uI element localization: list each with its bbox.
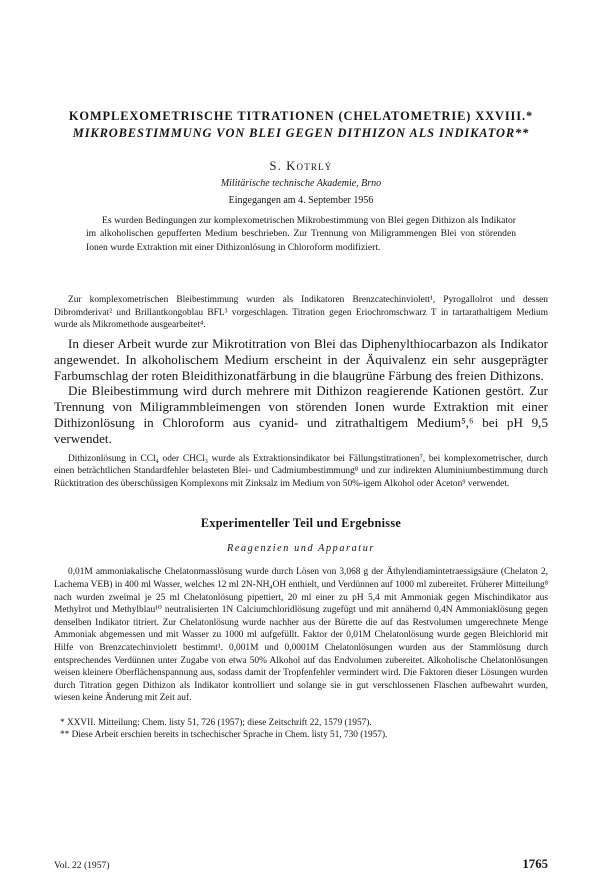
- footnotes: [54, 717, 548, 742]
- article-title-line1: KOMPLEXOMETRISCHE TITRATIONEN (CHELATOMETRIE) XXVIII.*: [68, 109, 534, 123]
- author-name: S. Kotrlý: [269, 159, 333, 173]
- subsection-title: Reagenzien und Apparatur: [227, 543, 375, 555]
- experimental-paragraph: 0,01M ammoniakalische Chelatonmasslösung wurde durch Lösen von 3,068 g der Äthylendiamintetraessigsäure (Chelaton 2, Lachema VEB) in 400 ml Wasser, welches 12 ml 2N-NH₄OH enthielt, und Verdünnen auf 1000 ml zubereitet. Früherer Mitteilung⁸ nach wurden zweimal je 25 ml Chelatonlösung pipettiert, 20 ml einer zu pH 5,4 mit Ammoniak gegen Mischindikator aus Methylrot und Methylblau¹⁰ neutralisierten 1N Calciumchloridlösung zugefügt und mit annähernd 0,4N Ammoniaklösung gegen denselben Indikator titriert. Zur Chelatonlösung wurde nachher aus der Bürette die auf das Restvolumen umgerechnete Menge Ammoniak abgemessen und mit Wasser zu 1000 ml aufgefüllt. Faktor der 0,01M Chelatonlösung wurde gegen Bleichlorid mit Hilfe von Brenzcatechinviolett bestimmt¹. 0,001M und 0,0001M Chelatonlösungen wurden aus der Stammlösung durch entsprechendes Verdünnen unter Zugabe von etwa 50% Alkohol auf das Endvolumen zubereitet. Alkoholische Chelatonlösungen weisen kleinere Oberflächenspannung aus, sodass damit der Tropfenfehler vermindert wird. Die Faktoren dieser Lösungen wurden durch Titration gegen Dithizon als Indikator kontrolliert und solange sie in gut verschlossenen Flaschen aufbewahrt wurden, wiesen keine Änderung mit Zeit auf.: [54, 567, 548, 704]
- page-footer: [54, 857, 548, 872]
- footnote-1: * XXVII. Mitteilung: Chem. listy 51, 726 (1957); diese Zeitschrift 22, 1579 (1957).: [60, 717, 372, 728]
- body-paragraph-2: Die Bleibestimmung wird durch mehrere mit Dithizon reagierende Kationen gestört. Zur Trennung von Miligrammbleimengen von störenden Ionen wurde Extraktion mit einer Dithizonlösung in Chloroform aus cyanid- und zitrathaltigem Medium⁵,⁶ bei pH 9,5 verwendet.: [54, 383, 548, 446]
- body-paragraph-1: In dieser Arbeit wurde zur Mikrotitration von Blei das Diphenylthiocarbazon als Indikator angewendet. In alkoholischem Medium erscheint in der Äquivalenz ein sehr ausgeprägter Farbumschlag der roten Bleidithizonatfärbung in die blaugrüne Färbung des freien Dithizons.: [54, 336, 548, 383]
- page-number: 1765: [522, 857, 548, 871]
- author-affiliation: Militärische technische Akademie, Brno: [220, 178, 382, 189]
- article-title-line2: MIKROBESTIMMUNG VON BLEI GEGEN DITHIZON ALS INDIKATOR**: [72, 126, 530, 140]
- footer-volume: Vol. 22 (1957): [54, 860, 110, 871]
- body-paragraph-3: Dithizonlösung in CCl₄ oder CHCl₃ wurde als Extraktionsindikator bei Fällungstitrationen⁷, bei komplexometrischer, durch einen beträchtlichen Standardfehler belasteten Blei- und Cadmiumbestimmung⁸ und zur indirekten Aluminiumbestimmung durch Rücktitration des überschüssigen Komplexons mit Zinksalz im Medium von 50%-igem Alkohol oder Aceton⁹ verwendet.: [54, 453, 548, 489]
- section-title: Experimenteller Teil und Ergebnisse: [200, 516, 402, 531]
- received-date: Eingegangen am 4. September 1956: [228, 195, 374, 206]
- footnote-2: ** Diese Arbeit erschien bereits in tschechischer Sprache in Chem. listy 51, 730 (1957).: [60, 730, 388, 741]
- abstract: Es wurden Bedingungen zur komplexometrischen Mikrobestimmung von Blei gegen Dithizon als Indikator im alkoholischen gepufferten Medium beschrieben. Zur Trennung von Miligrammengen Blei von störenden Ionen wurde Extraktion mit einer Dithizonlösung in Chloroform modifiziert.: [86, 215, 516, 253]
- intro-paragraph: Zur komplexometrischen Bleibestimmung wurden als Indikatoren Brenzcatechinviolett¹, Pyrogallolrot und dessen Dibromderivat² und Brillantkongoblau BFL³ vorgeschlagen. Titration gegen Eriochromschwarz T in tartarathaltigem Medium wurde als Mikromethode ausgearbeitet⁴.: [54, 295, 548, 331]
